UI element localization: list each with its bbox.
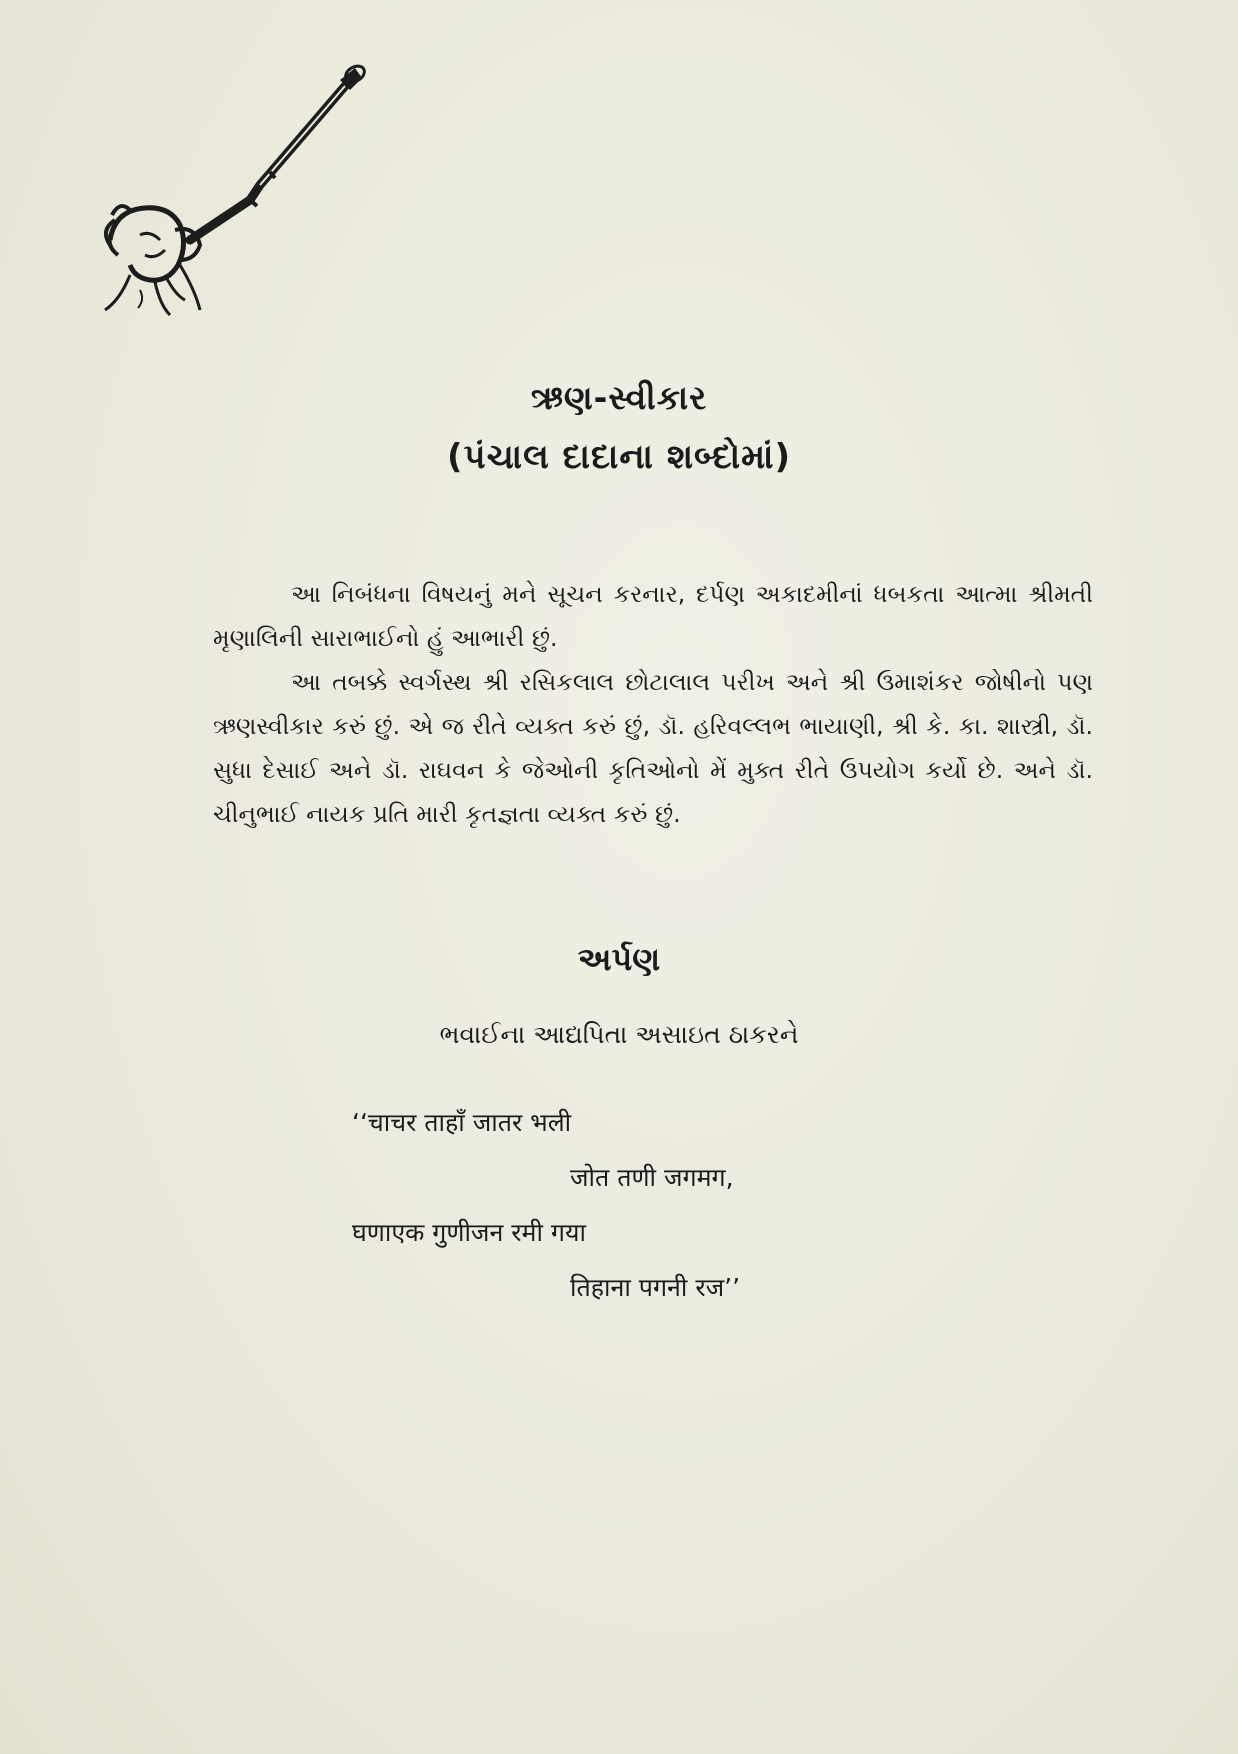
paragraph: આ નિબંધના વિષયનું મને સૂચન કરનાર, દર્પણ અકાદમીનાં ધબકતા આત્મા શ્રીમતી મૃણાલિની સારાભાઈનો હું આભારી છું. <box>213 580 1093 652</box>
paragraph: આ તબક્કે સ્વર્ગસ્થ શ્રી રસિકલાલ છોટાલાલ પરીખ અને શ્રી ઉમાશંકર જોષીનો પણ ઋણસ્વીકાર કરું છું. એ જ રીતે વ્યક્ત કરું છું, ડૉ. હરિવલ્લભ ભાયાણી, શ્રી કે. કા. શાસ્ત્રી, ડૉ. સુધા દેસાઈ અને ડૉ. રાઘવન કે જેઓની કૃતિઓનો મેં મુક્ત રીતે ઉપયોગ કર્યો છે. અને ડૉ. ચીનુભાઈ નાયક પ્રતિ મારી કૃતજ્ઞતા વ્યક્ત કરું છું. <box>213 668 1093 828</box>
dedication-title: અર્પણ <box>577 940 661 978</box>
page-subtitle: (પંચાલ દાદાના શબ્દોમાં) <box>447 437 791 477</box>
verse-line: घणाएक गुणीजन रमी गया <box>352 1218 586 1247</box>
page-title: ઋણ-સ્વીકાર <box>530 378 708 417</box>
verse-line: जोत तणी जगमग, <box>570 1163 734 1192</box>
trumpeter-icon <box>100 60 420 350</box>
verse-line: ‘‘चाचर ताहाँ जातर भली <box>352 1108 572 1137</box>
acknowledgement-text <box>213 572 1093 836</box>
verse-line: तिहाना पगनी रज’’ <box>570 1273 741 1302</box>
dedication-line: ભવાઈના આદ્યપિતા અસાઇત ઠાકરને <box>439 1020 799 1049</box>
